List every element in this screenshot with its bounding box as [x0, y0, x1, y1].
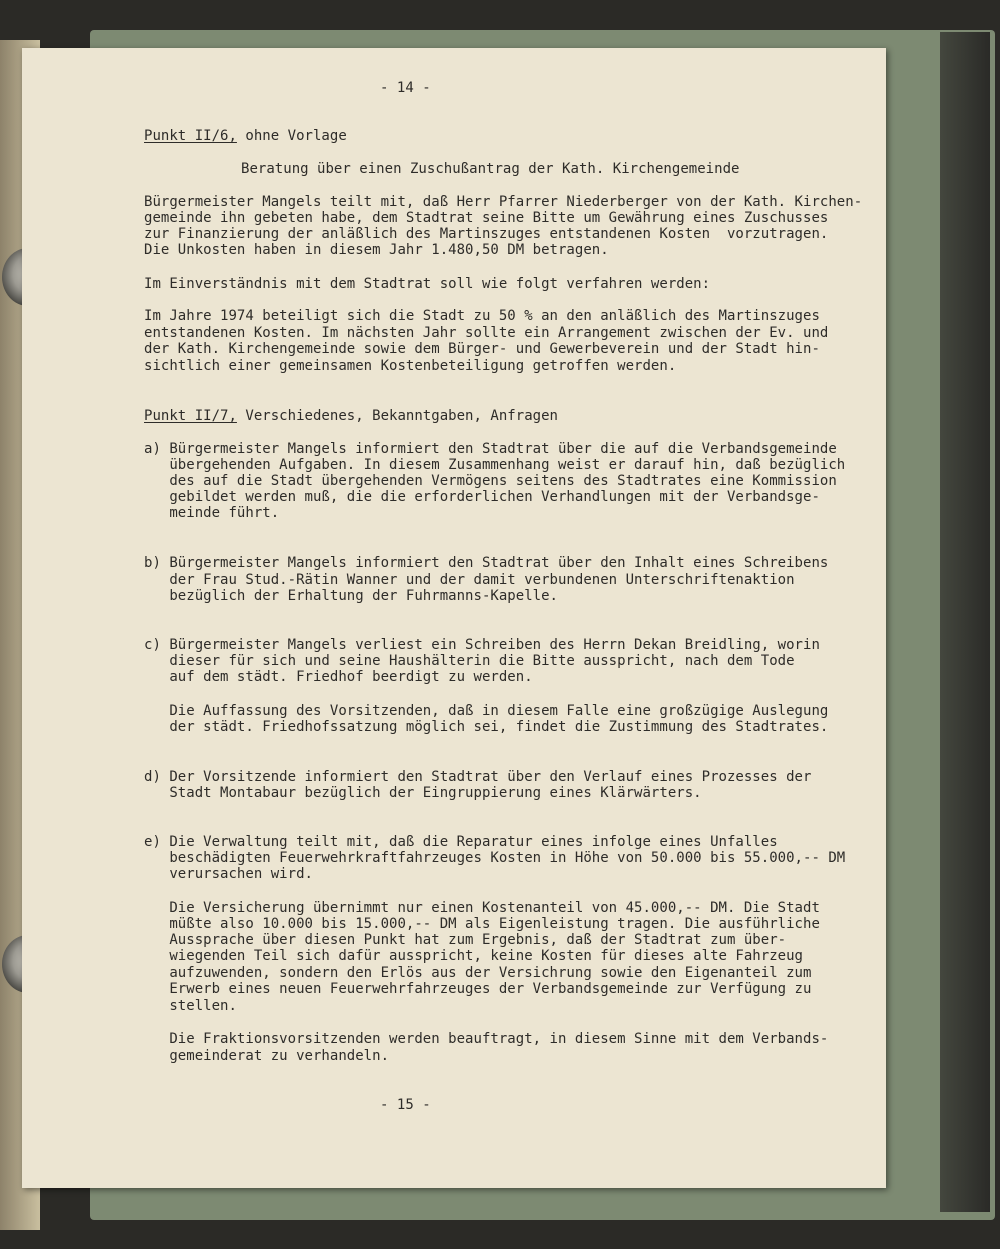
text-line: wiegenden Teil sich dafür ausspricht, keine Kosten für dieses alte Fahrzeug [144, 948, 803, 964]
page-number-bottom: - 15 - [380, 1097, 431, 1113]
text-line: e) Die Verwaltung teilt mit, daß die Reparatur eines infolge eines Unfalles [144, 834, 778, 850]
text-line: Die Fraktionsvorsitzenden werden beauftragt, in diesem Sinne mit dem Verbands- [144, 1031, 829, 1047]
document-page [22, 48, 886, 1188]
paragraph-procedure-intro: Im Einverständnis mit dem Stadtrat soll wie folgt verfahren werden: [144, 276, 711, 292]
text-line: verursachen wird. [144, 866, 313, 882]
text-line: stellen. [144, 998, 237, 1014]
text-line: d) Der Vorsitzende informiert den Stadtrat über den Verlauf eines Prozesses der [144, 769, 812, 785]
text-line: zur Finanzierung der anläßlich des Martinszuges entstandenen Kosten vorzutragen. [144, 226, 829, 242]
text-line: Die Auffassung des Vorsitzenden, daß in diesem Falle eine großzügige Auslegung [144, 703, 829, 719]
binder-spine [940, 32, 990, 1212]
text-line: entstandenen Kosten. Im nächsten Jahr sollte ein Arrangement zwischen der Ev. und [144, 325, 829, 341]
text-line: des auf die Stadt übergehenden Vermögens seitens des Stadtrates eine Kommission [144, 473, 837, 489]
section-heading-label: Punkt II/7, [144, 408, 237, 424]
text-line: müßte also 10.000 bis 15.000,-- DM als Eigenleistung tragen. Die ausführliche [144, 916, 820, 932]
section-heading-text: ohne Vorlage [236, 128, 347, 144]
section-heading-text: Verschiedenes, Bekanntgaben, Anfragen [236, 408, 558, 424]
page-number-top: - 14 - [380, 80, 431, 96]
text-line: c) Bürgermeister Mangels verliest ein Schreiben des Herrn Dekan Breidling, worin [144, 637, 820, 653]
section-heading-punkt-ii-7 [144, 408, 558, 424]
text-line: der Kath. Kirchengemeinde sowie dem Bürger- und Gewerbeverein und der Stadt hin- [144, 341, 820, 357]
text-line: gemeinderat zu verhandeln. [144, 1048, 390, 1064]
section-heading-label: Punkt II/6, [144, 128, 237, 144]
text-line: Die Unkosten haben in diesem Jahr 1.480,50 DM betragen. [144, 242, 609, 258]
section-heading-punkt-ii-6 [144, 128, 347, 144]
text-line: Aussprache über diesen Punkt hat zum Ergebnis, daß der Stadtrat zum über- [144, 932, 787, 948]
text-line: Bürgermeister Mangels teilt mit, daß Herr Pfarrer Niederberger von der Kath. Kirchen- [144, 194, 863, 210]
text-line: Im Jahre 1974 beteiligt sich die Stadt zu 50 % an den anläßlich des Martinszuges [144, 308, 820, 324]
text-line: gebildet werden muß, die die erforderlichen Verhandlungen mit der Verbandsge- [144, 489, 820, 505]
text-line: Stadt Montabaur bezüglich der Eingruppierung eines Klärwärters. [144, 785, 702, 801]
text-line: b) Bürgermeister Mangels informiert den Stadtrat über den Inhalt eines Schreibens [144, 555, 829, 571]
text-line: der städt. Friedhofssatzung möglich sei, findet die Zustimmung des Stadtrates. [144, 719, 829, 735]
text-line: beschädigten Feuerwehrkraftfahrzeuges Kosten in Höhe von 50.000 bis 55.000,-- DM [144, 850, 846, 866]
text-line: auf dem städt. Friedhof beerdigt zu werden. [144, 669, 533, 685]
text-line: a) Bürgermeister Mangels informiert den Stadtrat über die auf die Verbandsgemeinde [144, 441, 837, 457]
text-line: Die Versicherung übernimmt nur einen Kostenanteil von 45.000,-- DM. Die Stadt [144, 900, 820, 916]
text-line: sichtlich einer gemeinsamen Kostenbeteiligung getroffen werden. [144, 358, 677, 374]
text-line: gemeinde ihn gebeten habe, dem Stadtrat seine Bitte um Gewährung eines Zuschusses [144, 210, 829, 226]
text-line: aufzuwenden, sondern den Erlös aus der Versichrung sowie den Eigenanteil zum [144, 965, 812, 981]
section-subtitle: Beratung über einen Zuschußantrag der Kath. Kirchengemeinde [241, 161, 740, 177]
text-line: der Frau Stud.-Rätin Wanner und der damit verbundenen Unterschriftenaktion [144, 572, 795, 588]
text-line: bezüglich der Erhaltung der Fuhrmanns-Kapelle. [144, 588, 558, 604]
text-line: dieser für sich und seine Haushälterin die Bitte ausspricht, nach dem Tode [144, 653, 795, 669]
text-line: übergehenden Aufgaben. In diesem Zusammenhang weist er darauf hin, daß bezüglich [144, 457, 846, 473]
text-line: meinde führt. [144, 505, 280, 521]
text-line: Erwerb eines neuen Feuerwehrfahrzeuges der Verbandsgemeinde zur Verfügung zu [144, 981, 812, 997]
